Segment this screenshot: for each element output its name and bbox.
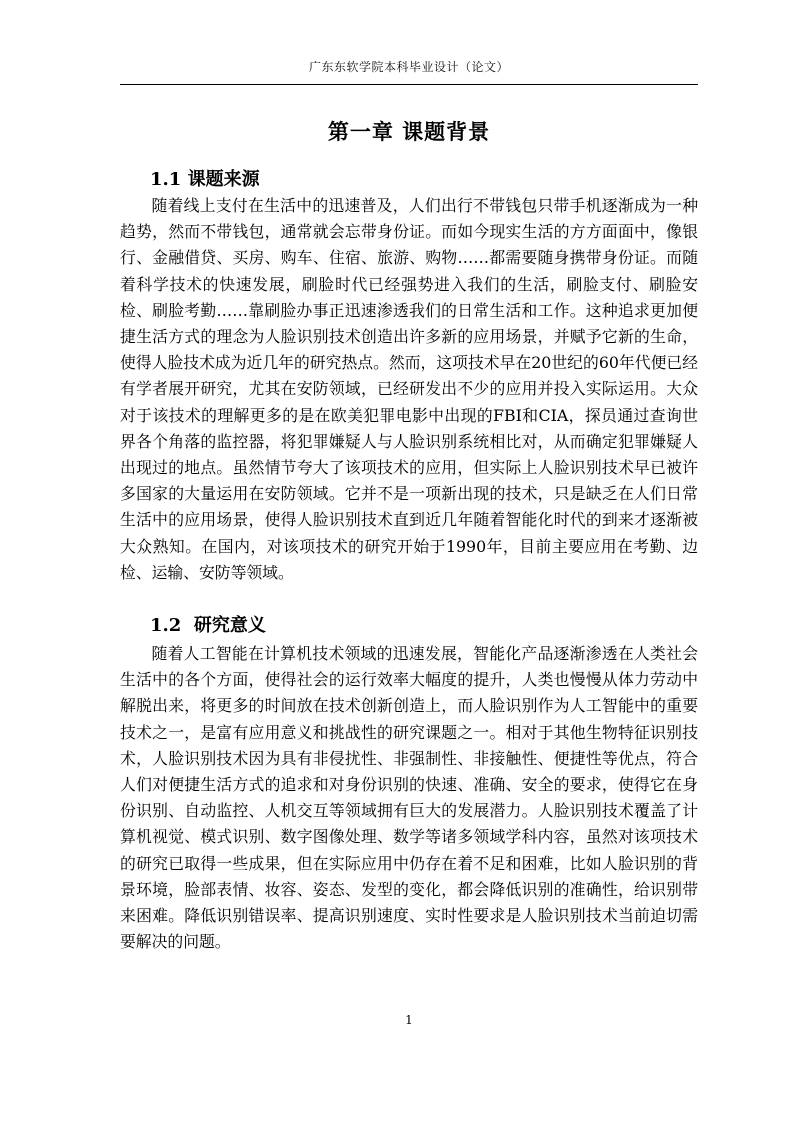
header-divider [120,84,698,85]
page-number: 1 [405,1013,413,1027]
section-heading-1-1: 1.1 课题来源 [150,169,260,190]
section-heading-1-2: 1.2 研究意义 [150,615,266,636]
section-paragraph-1-2: 随着人工智能在计算机技术领域的迅速发展，智能化产品逐渐渗透在人类社会生活中的各个方面，使得社会的运行效率大幅度的提升，人类也慢慢从体力劳动中解脱出来，将更多的时间放在技术创新创造上，而人脸识别作为人工智能中的重要技术之一，是富有应用意义和挑战性的研究课题之一。相对于其他生物特征识别技术，人脸识别技术因为具有非侵扰性、非强制性、非接触性、便捷性等优点，符合人们对便捷生活方式的追求和对身份识别的快速、准确、安全的要求，使得它在身份识别、自动监控、人机交互等领域拥有巨大的发展潜力。人脸识别技术覆盖了计算机视觉、模式识别、数字图像处理、数学等诸多领域学科内容，虽然对该项技术的研究已取得一些成果，但在实际应用中仍存在着不足和困难，比如人脸识别的背景环境，脸部表情、妆容、姿态、发型的变化，都会降低识别的准确性，给识别带来困难。降低识别错误率、提高识别速度、实时性要求是人脸识别技术当前迫切需要解决的问题。 [120,644,698,952]
running-header: 广东东软学院本科毕业设计（论文） [308,60,509,74]
chapter-title: 第一章 课题背景 [327,119,491,144]
section-paragraph-1-1: 随着线上支付在生活中的迅速普及，人们出行不带钱包只带手机逐渐成为一种趋势，然而不带钱包，通常就会忘带身份证。而如今现实生活的方方面面中，像银行、金融借贷、买房、购车、住宿、旅游、购物……都需要随身携带身份证。而随着科学技术的快速发展，刷脸时代已经强势进入我们的生活，刷脸支付、刷脸安检、刷脸考勤……靠刷脸办事正迅速渗透我们的日常生活和工作。这种追求更加便捷生活方式的理念为人脸识别技术创造出许多新的应用场景，并赋予它新的生命，使得人脸技术成为近几年的研究热点。然而，这项技术早在20世纪的60年代便已经有学者展开研究，尤其在安防领域，已经研发出不少的应用并投入实际运用。大众对于该技术的理解更多的是在欧美犯罪电影中出现的FBI和CIA，探员通过查询世界各个角落的监控器，将犯罪嫌疑人与人脸识别系统相比对，从而确定犯罪嫌疑人出现过的地点。虽然情节夸大了该项技术的应用，但实际上人脸识别技术早已被许多国家的大量运用在安防领域。它并不是一项新出现的技术，只是缺乏在人们日常生活中的应用场景，使得人脸识别技术直到近几年随着智能化时代的到来才逐渐被大众熟知。在国内，对该项技术的研究开始于1990年，目前主要应用在考勤、边检、运输、安防等领域。 [120,196,698,582]
